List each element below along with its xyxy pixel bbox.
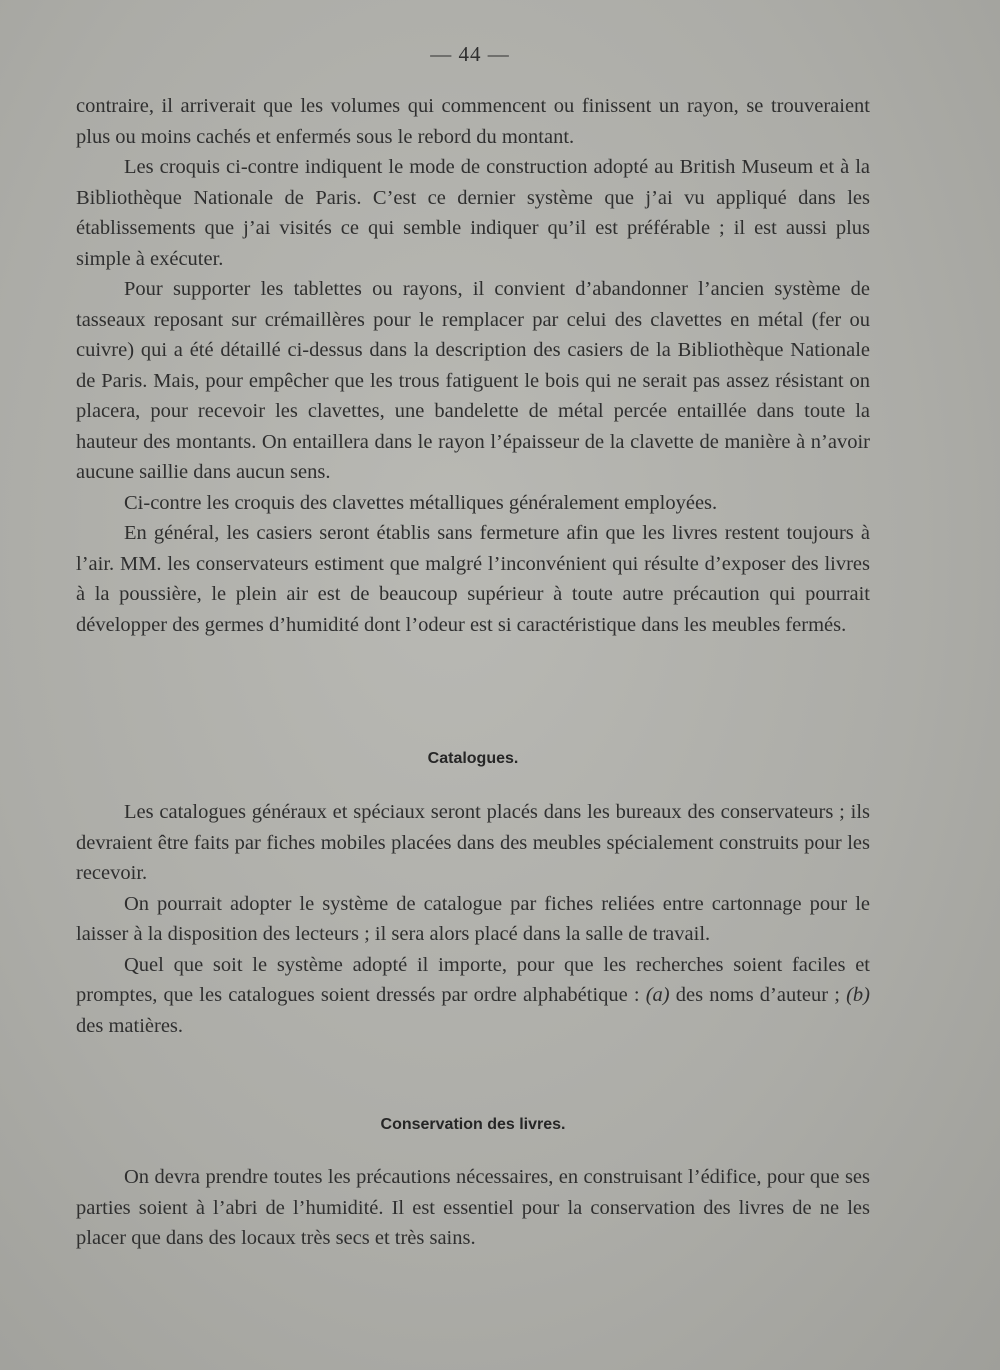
paragraph: Pour supporter les tablettes ou rayons, il convient d’abandonner l’ancien système de tasseaux reposant sur crémaillères pour le remplacer par celui des clavettes en métal (fer ou cuivre) qui a été détaillé ci-dessus dans la description des casiers de la Bibliothèque Nationale de Paris. Mais, pour empêcher que les trous fatiguent le bois qui ne serait pas assez résistant on placera, pour recevoir les clavettes, une bandelette de métal percée entaillée dans toute la hauteur des montants. On entaillera dans le rayon l’épaisseur de la clavette de manière à n’avoir aucune saillie dans aucun sens. xyxy=(76,278,870,483)
paragraph: En général, les casiers seront établis sans fermeture afin que les livres restent toujours à l’air. MM. les conservateurs estiment que malgré l’inconvénient qui résulte d’exposer des livres à la poussière, le plein air est de beaucoup supérieur à toute autre précaution qui pourrait développer des germes d’humidité dont l’odeur est si caractéristique dans les meubles fermés. xyxy=(76,522,870,636)
section-heading-catalogues: Catalogues. xyxy=(427,750,519,767)
paragraph: On devra prendre toutes les précautions nécessaires, en construisant l’édifice, pour que ses parties soient à l’abri de l’humidité. Il est essentiel pour la conservation des livres de ne les placer que dans des locaux très secs et très sains. xyxy=(76,1166,870,1249)
paragraph: Les catalogues généraux et spéciaux seront placés dans les bureaux des conservateurs ; ils devraient être faits par fiches mobiles placées dans des meubles spécialement construits pour les recevoir. xyxy=(76,801,870,884)
list-marker-a: (a) xyxy=(645,984,670,1006)
paragraph-text: des noms d’auteur ; xyxy=(669,984,847,1006)
paragraph-text: Quel que soit le système adopté il importe, pour que les recherches soient faciles et promptes, que les catalogues soient dressés par ordre alphabétique : xyxy=(76,953,870,1006)
paragraph: Ci-contre les croquis des clavettes métalliques généralement employées. xyxy=(124,491,718,514)
body-section-shelving xyxy=(76,91,870,640)
section-heading-conservation: Conservation des livres. xyxy=(380,1116,566,1133)
paragraph: Les croquis ci-contre indiquent le mode de construction adopté au British Museum et à la Bibliothèque Nationale de Paris. C’est ce dernier système que j’ai vu appliqué dans les établissements que j’ai visités ce qui semble indiquer qu’il est préférable ; il est aussi plus simple à exécuter. xyxy=(76,156,870,270)
paragraph: On pourrait adopter le système de catalogue par fiches reliées entre cartonnage pour le laisser à la disposition des lecteurs ; il sera alors placé dans la salle de travail. xyxy=(76,892,870,945)
list-marker-b: (b) xyxy=(846,984,870,1006)
page-number: — 44 — xyxy=(430,42,510,66)
body-section-catalogues xyxy=(76,797,870,1041)
paragraph: contraire, il arriverait que les volumes qui commencent ou finissent un rayon, se trouveraient plus ou moins cachés et enfermés sous le rebord du montant. xyxy=(76,95,870,148)
paragraph-alphabetical-order xyxy=(76,950,870,1042)
paragraph-text: des matières. xyxy=(76,1014,184,1037)
body-section-conservation xyxy=(76,1162,870,1254)
